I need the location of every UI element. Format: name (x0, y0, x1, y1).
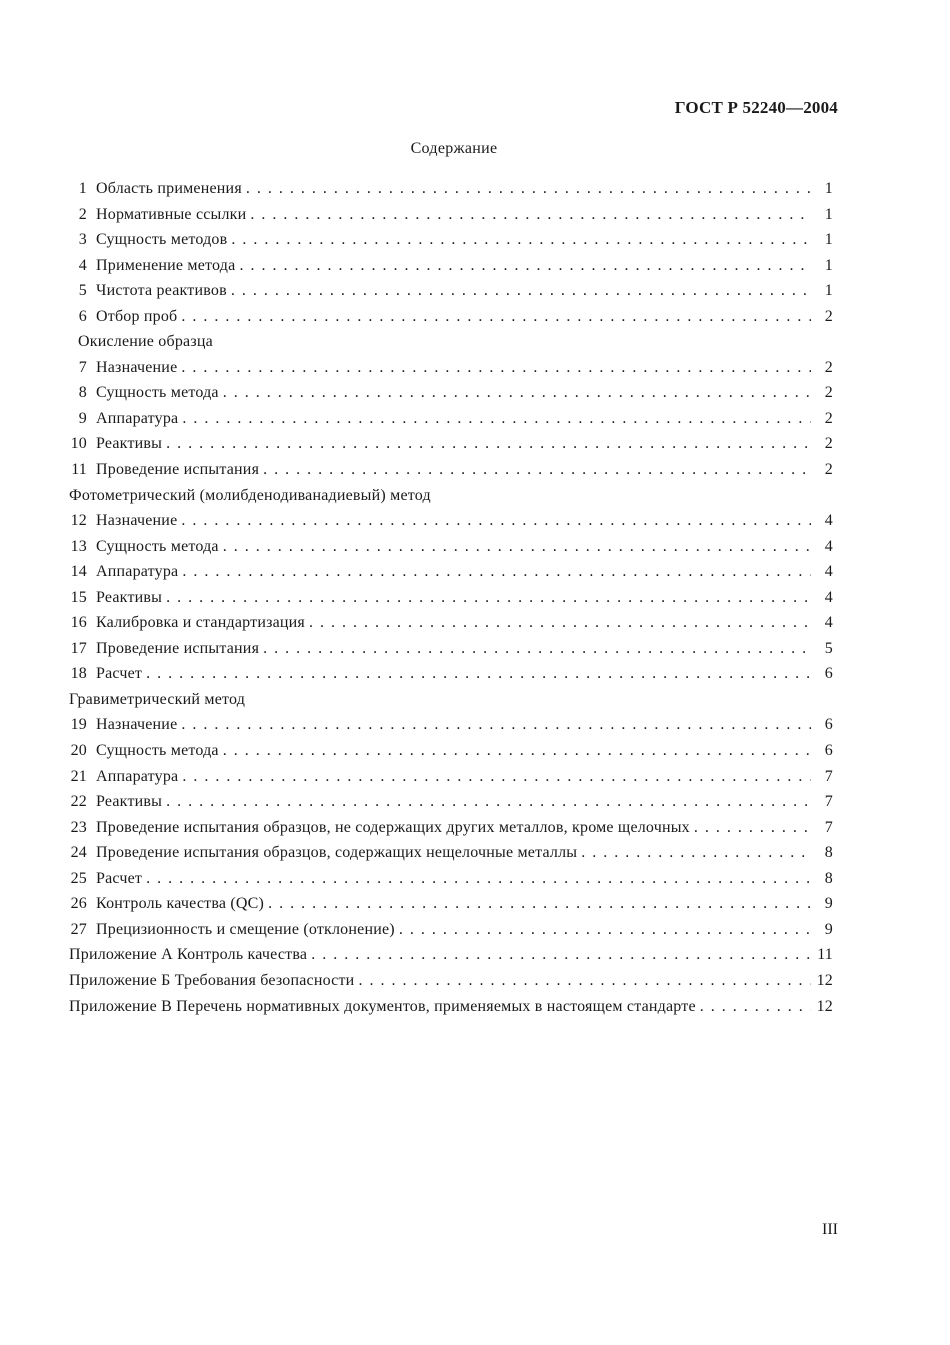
toc-entry[interactable] (69, 712, 833, 738)
toc-entry-page: 1 (824, 282, 833, 300)
toc-entry-number: 7 (78, 358, 87, 376)
toc-entry-page: 1 (824, 231, 833, 249)
toc-dot-leader (581, 840, 811, 866)
toc-entry-number: 12 (70, 512, 87, 530)
toc-entry-number: 17 (70, 639, 87, 657)
toc-entry-page: 5 (824, 639, 833, 657)
toc-entry-number: 15 (70, 588, 87, 606)
toc-entry[interactable] (69, 891, 833, 917)
toc-entry-title: Расчет (96, 869, 143, 887)
toc-section-heading: Гравиметрический метод (69, 690, 246, 708)
toc-entry-page: 2 (824, 461, 833, 479)
toc-entry-page: 6 (824, 742, 833, 760)
toc-entry-title: Назначение (96, 358, 178, 376)
toc-appendix-entry[interactable] (69, 994, 833, 1020)
toc-entry[interactable] (69, 380, 833, 406)
toc-entry-page: 12 (816, 971, 833, 989)
toc-entry-page: 2 (824, 307, 833, 325)
toc-entry-page: 2 (824, 358, 833, 376)
toc-entry-title: Аппаратура (96, 767, 179, 785)
toc-appendix-entry[interactable] (69, 968, 833, 994)
toc-entry[interactable] (69, 917, 833, 943)
toc-dot-leader (181, 355, 811, 381)
toc-entry-number: 25 (70, 869, 87, 887)
toc-entry-title: Калибровка и стандартизация (96, 614, 305, 632)
toc-entry-title: Проведение испытания образцов, не содержащих других металлов, кроме щелочных (96, 818, 690, 836)
toc-entry-title: Прецизионность и смещение (отклонение) (96, 920, 395, 938)
toc-dot-leader (146, 866, 811, 892)
toc-entry-title: Приложение Б Требования безопасности (69, 971, 355, 989)
toc-dot-leader (239, 253, 811, 279)
toc-dot-leader (182, 406, 811, 432)
toc-entry-title: Реактивы (96, 793, 163, 811)
toc-entry-number: 24 (70, 844, 87, 862)
toc-dot-leader (263, 636, 811, 662)
toc-entry-number: 8 (78, 384, 87, 402)
toc-entry-number: 23 (70, 818, 87, 836)
toc-entry[interactable] (69, 431, 833, 457)
toc-entry[interactable] (69, 764, 833, 790)
toc-dot-leader (263, 457, 811, 483)
toc-dot-leader (182, 764, 811, 790)
toc-entry-page: 4 (824, 614, 833, 632)
toc-entry[interactable] (69, 406, 833, 432)
toc-dot-leader (694, 815, 811, 841)
toc-entry-number: 19 (70, 716, 87, 734)
toc-entry-number: 6 (78, 307, 87, 325)
toc-dot-leader (311, 942, 811, 968)
toc-entry[interactable] (69, 253, 833, 279)
toc-entry-title: Приложение В Перечень нормативных документов, применяемых в настоящем стандарте (69, 997, 696, 1015)
toc-entry[interactable] (69, 661, 833, 687)
toc-entry-number: 22 (70, 793, 87, 811)
table-of-contents (69, 176, 833, 1019)
toc-entry-number: 9 (78, 409, 87, 427)
toc-entry-page: 6 (824, 716, 833, 734)
toc-entry[interactable] (69, 202, 833, 228)
toc-entry-page: 2 (824, 409, 833, 427)
toc-entry-title: Проведение испытания образцов, содержащих нещелочные металлы (96, 844, 578, 862)
toc-entry-number: 14 (70, 563, 87, 581)
toc-entry-title: Применение метода (96, 256, 236, 274)
toc-entry-page: 1 (824, 205, 833, 223)
toc-dot-leader (358, 968, 811, 994)
toc-dot-leader (181, 508, 811, 534)
toc-entry-title: Область применения (96, 180, 242, 197)
toc-title: Содержание (410, 140, 498, 157)
toc-entry-number: 18 (70, 665, 87, 683)
document-standard-number: ГОСТ Р 52240—2004 (674, 98, 838, 117)
toc-entry-page: 9 (824, 920, 833, 938)
toc-entry[interactable] (69, 176, 833, 202)
toc-entry-page: 1 (824, 256, 833, 274)
toc-entry-title: Реактивы (96, 435, 163, 453)
toc-entry[interactable] (69, 636, 833, 662)
toc-entry-title: Сущность метода (96, 537, 219, 555)
toc-entry-number: 20 (70, 742, 87, 760)
toc-entry-number: 10 (70, 435, 87, 453)
toc-entry-title: Сущность методов (96, 231, 228, 249)
toc-entry[interactable] (69, 508, 833, 534)
page-number: III (822, 1221, 838, 1238)
toc-entry-page: 4 (824, 588, 833, 606)
toc-entry-title: Чистота реактивов (96, 282, 227, 300)
toc-entry-page: 8 (824, 844, 833, 862)
toc-entry-title: Назначение (96, 716, 178, 734)
toc-entry-title: Сущность метода (96, 742, 219, 760)
toc-entry-page: 9 (824, 895, 833, 913)
toc-entry-number: 1 (78, 180, 87, 197)
toc-dot-leader (181, 712, 811, 738)
toc-dot-leader (182, 559, 811, 585)
toc-entry[interactable] (69, 457, 833, 483)
toc-dot-leader (223, 380, 811, 406)
toc-dot-leader (399, 917, 811, 943)
toc-entry-page: 6 (824, 665, 833, 683)
toc-entry-title: Расчет (96, 665, 143, 683)
toc-entry[interactable] (69, 738, 833, 764)
toc-entry-number: 3 (78, 231, 87, 249)
toc-entry-title: Сущность метода (96, 384, 219, 402)
toc-dot-leader (223, 738, 811, 764)
toc-entry-title: Контроль качества (QC) (96, 895, 265, 913)
toc-dot-leader (700, 994, 811, 1020)
toc-entry-page: 4 (824, 563, 833, 581)
toc-section-heading: Фотометрический (молибденодиванадиевый) метод (69, 486, 431, 504)
toc-dot-leader (250, 202, 811, 228)
toc-dot-leader (231, 278, 811, 304)
toc-entry-number: 26 (70, 895, 87, 913)
toc-entry-page: 1 (824, 180, 833, 197)
toc-entry[interactable] (69, 840, 833, 866)
toc-entry[interactable] (69, 789, 833, 815)
toc-entry-title: Проведение испытания (96, 639, 260, 657)
toc-entry-title: Реактивы (96, 588, 163, 606)
toc-entry-number: 5 (78, 282, 87, 300)
toc-entry-number: 2 (78, 205, 87, 223)
toc-dot-leader (181, 304, 811, 330)
toc-entry[interactable] (69, 227, 833, 253)
toc-entry[interactable] (69, 534, 833, 560)
toc-entry-title: Аппаратура (96, 563, 179, 581)
toc-entry[interactable] (69, 355, 833, 381)
toc-dot-leader (246, 176, 811, 202)
toc-dot-leader (166, 585, 811, 611)
toc-entry-page: 7 (824, 818, 833, 836)
toc-entry[interactable] (69, 610, 833, 636)
toc-entry[interactable] (69, 304, 833, 330)
toc-entry-title: Аппаратура (96, 409, 179, 427)
toc-entry-page: 12 (816, 997, 833, 1015)
toc-dot-leader (223, 534, 811, 560)
toc-entry-page: 2 (824, 435, 833, 453)
toc-entry-page: 4 (824, 537, 833, 555)
toc-entry[interactable] (69, 866, 833, 892)
toc-entry-title: Приложение А Контроль качества (69, 946, 308, 964)
toc-entry-number: 16 (70, 614, 87, 632)
toc-appendix-entry[interactable] (69, 942, 833, 968)
toc-entry[interactable] (69, 815, 833, 841)
toc-dot-leader (309, 610, 811, 636)
toc-entry-page: 7 (824, 767, 833, 785)
toc-section-heading: Окисление образца (78, 333, 213, 351)
toc-dot-leader (166, 789, 811, 815)
toc-entry-title: Нормативные ссылки (96, 205, 247, 223)
toc-entry[interactable] (69, 278, 833, 304)
toc-entry-title: Проведение испытания (96, 461, 260, 479)
toc-entry-title: Назначение (96, 512, 178, 530)
toc-entry-page: 11 (817, 946, 833, 964)
toc-entry-number: 21 (70, 767, 87, 785)
toc-entry-number: 13 (70, 537, 87, 555)
toc-entry[interactable] (69, 585, 833, 611)
toc-entry-number: 11 (71, 461, 87, 479)
toc-dot-leader (268, 891, 811, 917)
toc-entry-page: 4 (824, 512, 833, 530)
toc-entry-number: 27 (70, 920, 87, 938)
toc-dot-leader (166, 431, 811, 457)
toc-entry-page: 8 (824, 869, 833, 887)
toc-entry-number: 4 (78, 256, 87, 274)
toc-entry[interactable] (69, 559, 833, 585)
toc-entry-page: 7 (824, 793, 833, 811)
toc-dot-leader (146, 661, 811, 687)
toc-entry-title: Отбор проб (96, 307, 178, 325)
toc-dot-leader (231, 227, 811, 253)
toc-entry-page: 2 (824, 384, 833, 402)
